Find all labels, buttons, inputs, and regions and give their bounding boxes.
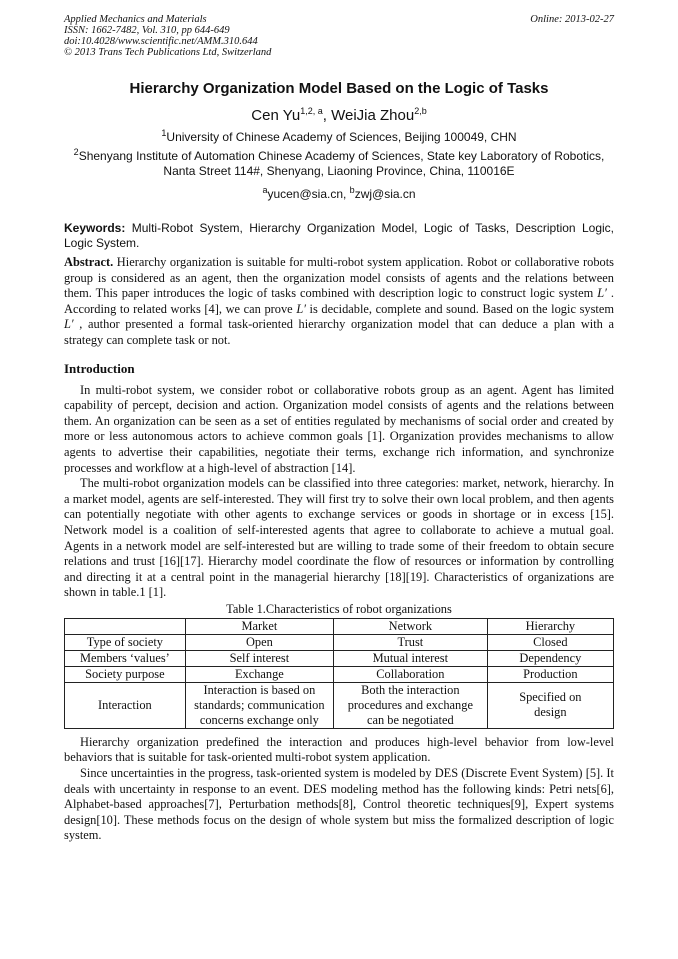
table-row (65, 634, 614, 650)
table-cell: Open (185, 634, 333, 650)
intro-body (64, 383, 614, 601)
logic-symbol: L′ (597, 286, 607, 301)
journal-header (64, 14, 614, 58)
affiliation-text: University of Chinese Academy of Sciences, Beijing 100049, CHN (166, 130, 517, 144)
cell-line: Interaction is based on (203, 682, 316, 697)
affiliation-1 (64, 130, 614, 145)
cell-line: design (534, 705, 567, 720)
table-cell: Collaboration (333, 666, 487, 682)
table-header: Hierarchy (487, 618, 613, 634)
affiliation-sup: 2 (73, 147, 79, 157)
cell-line: concerns exchange only (199, 712, 319, 727)
email-link[interactable]: yucen@sia.cn, (267, 187, 350, 201)
keywords-text: Multi-Robot System, Hierarchy Organization Model, Logic of Tasks, Description Logic, Logic System. (64, 221, 614, 250)
table-cell: Type of society (65, 634, 186, 650)
paper-title: Hierarchy Organization Model Based on the Logic of Tasks (129, 80, 549, 97)
issn-line: ISSN: 1662-7482, Vol. 310, pp 644-649 (64, 25, 230, 36)
affiliation-2 (64, 149, 614, 179)
online-date: Online: 2013-02-27 (530, 14, 614, 25)
table-cell (487, 682, 613, 728)
table-header (65, 618, 186, 634)
doi-line: doi:10.4028/www.scientific.net/AMM.310.644 (64, 36, 258, 47)
cell-line: Specified on (519, 690, 582, 705)
table-cell: Self interest (185, 650, 333, 666)
email-link[interactable]: zwj@sia.cn (354, 187, 416, 201)
table-row (65, 682, 614, 728)
paragraph: Hierarchy organization predefined the interaction and produces high-level behavior from low-level behaviors that is suitable for task-oriented multi-robot system application. (64, 734, 614, 765)
abstract-label: Abstract. (64, 255, 114, 269)
email-sup: a (262, 185, 268, 195)
abstract (64, 255, 614, 349)
table-row (65, 666, 614, 682)
abstract-text: , author presented a formal task-oriented hierarchy organization model that can deduce a plan with a strategy can complete task or not. (64, 317, 614, 347)
author-sup: 2,b (414, 106, 427, 116)
affiliation-text: Shenyang Institute of Automation Chinese Academy of Sciences, State key Laboratory of Robotics, (78, 149, 605, 163)
table-cell: Dependency (487, 650, 613, 666)
table-cell (185, 682, 333, 728)
paragraph: Since uncertainties in the progress, task-oriented system is modeled by DES (Discrete Event System) [5]. It deals with uncertainty in response to an event. DES modeling method has the following kinds: Petri nets[6], Alphabet-based approaches[7], Perturbation methods[8], Control theoretic techniques[9], Expert systems design[10]. These methods focus on the design of whole system but miss the formalized description of logic system. (64, 766, 614, 843)
affiliation-text: Nanta Street 114#, Shenyang, Liaoning Province, China, 110016E (163, 164, 515, 178)
keywords (64, 221, 614, 251)
table-header: Market (185, 618, 333, 634)
abstract-text: Hierarchy organization is suitable for multi-robot system application. Robot or collaborative robots group is considered as an agent, then the organization model consists of agents and the relations between them. This paper introduces the logic of tasks combined with description logic to construct logic system (64, 255, 614, 301)
table-cell: Exchange (185, 666, 333, 682)
cell-line: can be negotiated (366, 712, 454, 727)
copyright-line: © 2013 Trans Tech Publications Ltd, Switzerland (64, 47, 272, 58)
cell-line: procedures and exchange (347, 697, 473, 712)
table-cell: Mutual interest (333, 650, 487, 666)
author-name: WeiJia Zhou (331, 107, 415, 124)
table-cell (333, 682, 487, 728)
table-cell: Society purpose (65, 666, 186, 682)
paragraph: In multi-robot system, we consider robot or collaborative robots group as an agent. Agent has limited capability of percept, decision and action. Organization model consists of agents and the relations between them. An organization can be seen as a set of entities regulated by mechanisms of social order and created by more or less autonomous actors to achieve common goals [1]. Organization provides mechanisms to allow agents to advertise their capabilities, negotiate their terms, exchange rich information, and synchronize processes and workflow at a high-level of abstraction [14]. (64, 382, 614, 475)
table-cell: Trust (333, 634, 487, 650)
author-line (64, 107, 614, 124)
abstract-text: is decidable, complete and sound. Based on the logic system (305, 301, 614, 316)
paragraph: The multi-robot organization models can be classified into three categories: market, network, hierarchy. In a market model, agents are self-interested. They will first try to solve their own local problem, and then agents can potentially negotiate with other agents to exchange services or goods in shortage or in excess [15]. Network model is a coalition of self-interested agents that agree to collaborate to achieve a mutual goal. Agents in a network model are self-interested but are willing to trade some of their freedom to obtain secure relations and trust [16][17]. Hierarchy model coordinate the flow of resources or information by controlling and directing it at a central point in the managerial hierarchy [18][19]. Characteristics of organizations are shown in table.1 [1]. (64, 476, 614, 600)
table-cell: Interaction (65, 682, 186, 728)
affiliation-sup: 1 (161, 128, 167, 138)
logic-symbol: L′ (64, 317, 74, 332)
author-separator: , (322, 107, 332, 124)
author-name: Cen Yu (251, 107, 301, 124)
characteristics-table (64, 618, 614, 729)
post-table-body (64, 735, 614, 844)
keywords-label: Keywords: (64, 221, 126, 235)
section-heading: Introduction (64, 360, 135, 376)
table-cell: Members ‘values’ (65, 650, 186, 666)
table-cell: Closed (487, 634, 613, 650)
table-header: Network (333, 618, 487, 634)
cell-line: standards; communication (194, 697, 325, 712)
cell-line: Both the interaction (361, 682, 460, 697)
abstract-text: . According to related works [4], we can prove (64, 286, 615, 316)
journal-name: Applied Mechanics and Materials (64, 14, 207, 25)
logic-symbol: L′ (296, 301, 306, 316)
paper-page (64, 14, 614, 844)
table-caption: Table 1.Characteristics of robot organizations (226, 601, 452, 616)
table-header-row (65, 618, 614, 634)
table-cell: Production (487, 666, 613, 682)
author-sup: 1,2, a (300, 106, 323, 116)
table-row (65, 650, 614, 666)
email-sup: b (349, 185, 355, 195)
email-line (64, 187, 614, 201)
